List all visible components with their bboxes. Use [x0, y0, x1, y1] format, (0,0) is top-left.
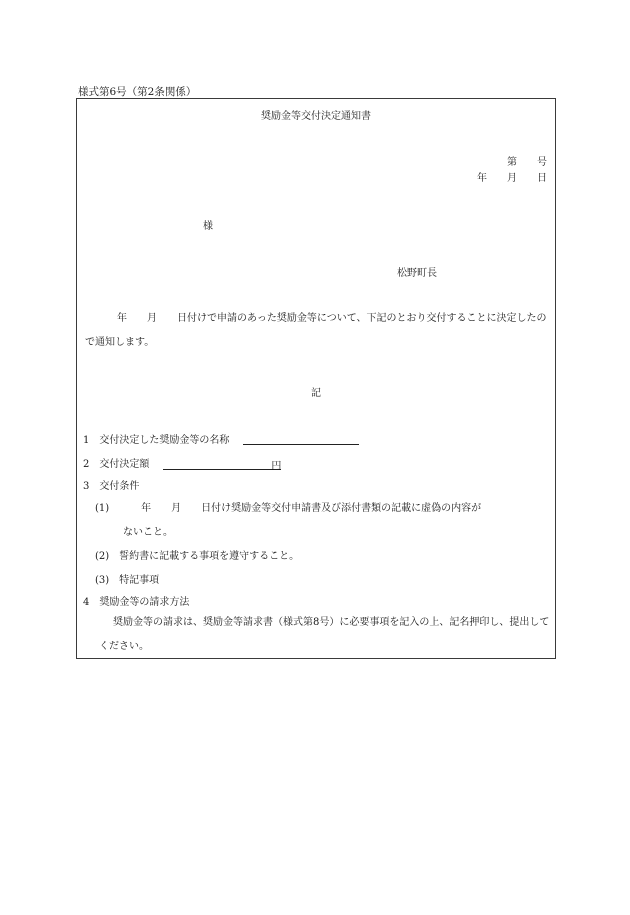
item-2-label: 2 交付決定額 [83, 459, 150, 470]
item-4-body-text: 奨励金等の請求は、奨励金等請求書（様式第8号）に必要事項を記入の上、記名押印し、提出してください。 [99, 617, 550, 652]
condition-1-continuation: ないこと。 [123, 527, 173, 538]
recipient-salutation: 様 [203, 221, 213, 232]
ki-heading: 記 [311, 388, 321, 399]
issue-date: 年 月 日 [477, 173, 547, 184]
yen-unit: 円 [271, 461, 282, 472]
condition-1-text: 年 月 日付け奨励金等交付申請書及び添付書類の記載に虚偽の内容が [141, 503, 482, 514]
item-1-label: 1 交付決定した奨励金等の名称 [83, 435, 230, 446]
condition-3: (3) 特記事項 [95, 575, 160, 586]
item-3-conditions: 3 交付条件 [83, 481, 140, 492]
condition-1-number: (1) [95, 503, 110, 514]
item-2-grant-amount [83, 455, 281, 470]
condition-2: (2) 誓約書に記載する事項を遵守すること。 [95, 551, 300, 562]
notice-body-text: 年 月 日付けで申請のあった奨励金等について、下記のとおり交付することに決定したので通知します。 [85, 313, 547, 348]
document-title: 奨励金等交付決定通知書 [261, 111, 371, 122]
form-number-label: 様式第6号（第2条関係） [78, 86, 197, 98]
condition-1 [95, 497, 553, 545]
grant-amount-blank-line [163, 457, 281, 470]
notice-document-frame [76, 98, 556, 659]
grant-name-blank-line [243, 432, 359, 445]
sender-name: 松野町長 [397, 268, 437, 279]
notice-number: 第 号 [507, 157, 547, 168]
item-4-claim-method: 4 奨励金等の請求方法 [83, 597, 190, 608]
item-1-name-of-grant [83, 431, 359, 446]
